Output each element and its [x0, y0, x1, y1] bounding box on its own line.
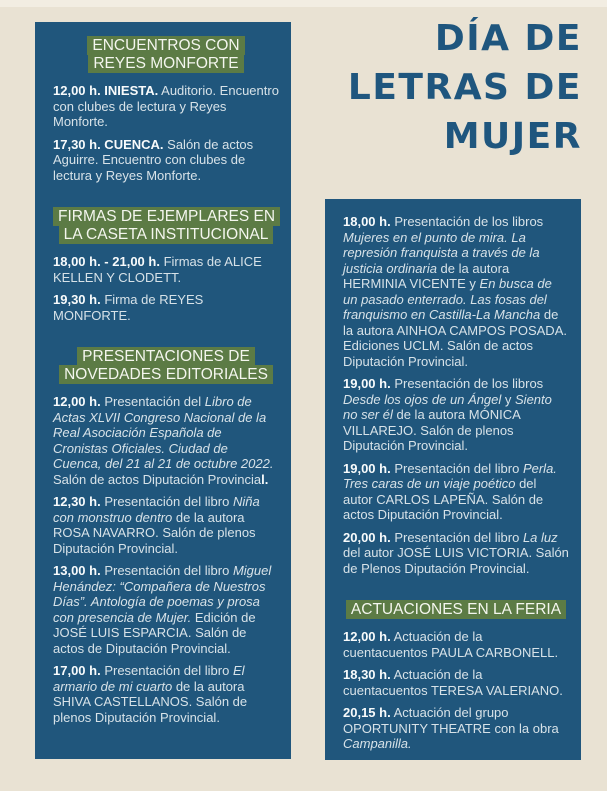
event-item: [53, 394, 279, 487]
event-item: [53, 494, 279, 556]
event-text-italic: En busca de un pasado enterrado. Las fosas del franquismo en Castilla-La Mancha: [343, 276, 552, 322]
event-text-normal: Presentación del libro: [100, 494, 233, 509]
event-text-normal: Firmas de ALICE KELLEN Y CLODETT.: [53, 254, 262, 285]
event-text-normal: Presentación del libro: [390, 529, 523, 545]
event-text-italic: Niña con monstruo dentro: [53, 494, 260, 525]
event-text-normal: de la autora ROSA NAVARRO. Salón de plenos Diputación Provincial.: [53, 509, 256, 556]
event-text-bold: 17,30 h. CUENCA.: [53, 136, 164, 152]
event-text-bold: 19,00 h.: [343, 376, 391, 391]
event-item: [53, 563, 279, 656]
event-item: [53, 254, 279, 285]
program-section: [343, 601, 569, 752]
event-text-normal: Actuación del grupo OPORTUNITY THEATRE con la obra: [343, 705, 559, 736]
event-text-italic: El armario de mi cuarto: [53, 663, 245, 694]
event-text-italic: Siento no ser él: [343, 391, 552, 422]
event-text-normal: Actuación de la cuentacuentos TERESA VALERIANO.: [343, 667, 563, 698]
section-header: [53, 208, 279, 244]
event-text-normal: de la autora MÓNICA VILLAREJO. Salón de plenos Diputación Provincial.: [343, 407, 521, 453]
section-header-highlight: ACTUACIONES EN LA FERIA: [346, 600, 566, 619]
event-item: [53, 137, 279, 184]
event-text-bold: 18,00 h. - 21,00 h.: [53, 254, 160, 269]
section-header-highlight: FIRMAS DE EJEMPLARES EN LA CASETA INSTITUCIONAL: [53, 207, 280, 244]
event-text-italic: Campanilla.: [343, 736, 412, 751]
event-text-normal: Presentación de los libros: [390, 214, 544, 229]
event-text-normal: Edición de JOSÉ LUIS ESPARCIA. Salón de actos de Diputación Provincial.: [53, 609, 256, 656]
event-item: [343, 629, 569, 660]
event-text-bold: 20,00 h.: [343, 529, 391, 545]
event-text-bold: 12,30 h.: [53, 494, 101, 509]
section-header: [53, 37, 279, 73]
event-text-bold: 18,30 h.: [343, 667, 391, 682]
title-line-3: MUJER: [443, 116, 582, 157]
event-text-bold: l.: [261, 471, 269, 487]
section-header-highlight: PRESENTACIONES DE NOVEDADES EDITORIALES: [59, 347, 273, 384]
event-text-italic: La luz: [522, 529, 558, 545]
right-column-panel: [325, 199, 581, 760]
section-header: [343, 601, 569, 619]
section-header: [53, 348, 279, 384]
page-title: [348, 14, 582, 161]
event-text-italic: Libro de Actas XLVII Congreso Nacional de la Real Asociación Española de Cronistas Oficiales. Ciudad de Cuenca, del 21 al 21 de octubre 2022.: [53, 394, 274, 471]
event-item: [343, 376, 569, 454]
section-header-highlight: ENCUENTROS CON REYES MONFORTE: [87, 36, 244, 73]
event-text-italic: Mujeres en el punto de mira. La represión franquista a través de la justicia ordinaria: [343, 229, 540, 276]
event-text-normal: de la autora HERMINIA VICENTE y: [343, 260, 510, 291]
program-section: [53, 208, 279, 323]
event-text-normal: Auditorio. Encuentro con clubes de lectura y Reyes Monforte.: [53, 83, 279, 129]
event-text-normal: Presentación del libro: [100, 563, 233, 578]
event-text-bold: 18,00 h.: [343, 214, 391, 229]
left-column-panel: [35, 22, 291, 759]
event-text-bold: 19,30 h.: [53, 292, 101, 307]
event-text-normal: Presentación de los libros: [390, 376, 544, 391]
title-line-2: LETRAS DE: [347, 67, 582, 108]
event-text-normal: del autor CARLOS LAPEÑA. Salón de actos Diputación Provincial.: [343, 476, 544, 522]
event-text-bold: 12,00 h.: [53, 394, 101, 409]
event-text-italic: Perla. Tres caras de un viaje poético: [343, 460, 557, 491]
program-section: [53, 37, 279, 183]
event-text-bold: 17,00 h.: [53, 663, 101, 678]
program-section: [343, 214, 569, 576]
event-item: [343, 214, 569, 369]
event-item: [343, 461, 569, 523]
event-text-normal: Salón de actos Diputación Provincia: [53, 471, 262, 487]
top-edge-strip: [0, 0, 607, 7]
event-text-normal: y: [501, 391, 516, 407]
event-text-normal: Presentación del libro: [100, 663, 233, 678]
event-item: [53, 663, 279, 725]
event-text-bold: 19,00 h.: [343, 460, 391, 476]
event-item: [53, 292, 279, 323]
title-line-1: DÍA DE: [434, 18, 582, 59]
event-text-normal: del autor JOSÉ LUIS VICTORIA. Salón de Plenos Diputación Provincial.: [343, 545, 569, 576]
event-text-normal: Salón de actos Aguirre. Encuentro con clubes de lectura y Reyes Monforte.: [53, 136, 254, 183]
event-text-normal: Firma de REYES MONFORTE.: [53, 292, 204, 323]
event-text-normal: de la autora SHIVA CASTELLANOS. Salón de plenos Diputación Provincial.: [53, 678, 248, 725]
event-text-normal: Presentación del libro: [390, 460, 523, 476]
event-item: [343, 705, 569, 752]
event-text-bold: 20,15 h.: [343, 705, 391, 720]
program-section: [53, 348, 279, 725]
event-item: [343, 530, 569, 577]
event-text-italic: Desde los ojos de un Ángel: [343, 391, 502, 407]
event-text-normal: Presentación del: [100, 394, 205, 409]
event-text-bold: 12,00 h.: [343, 629, 391, 644]
event-text-bold: 13,00 h.: [53, 563, 101, 578]
event-text-italic: Miguel Henández: “Compañera de Nuestros Días”. Antología de poemas y prosa con presencia de Mujer.: [53, 563, 272, 625]
event-item: [343, 667, 569, 698]
event-text-normal: de la autora AINHOA CAMPOS POSADA. Ediciones UCLM. Salón de actos Diputación Provincial.: [343, 307, 567, 369]
event-item: [53, 83, 279, 130]
event-text-normal: Actuación de la cuentacuentos PAULA CARBONELL.: [343, 629, 559, 660]
event-text-bold: 12,00 h. INIESTA.: [53, 83, 159, 98]
